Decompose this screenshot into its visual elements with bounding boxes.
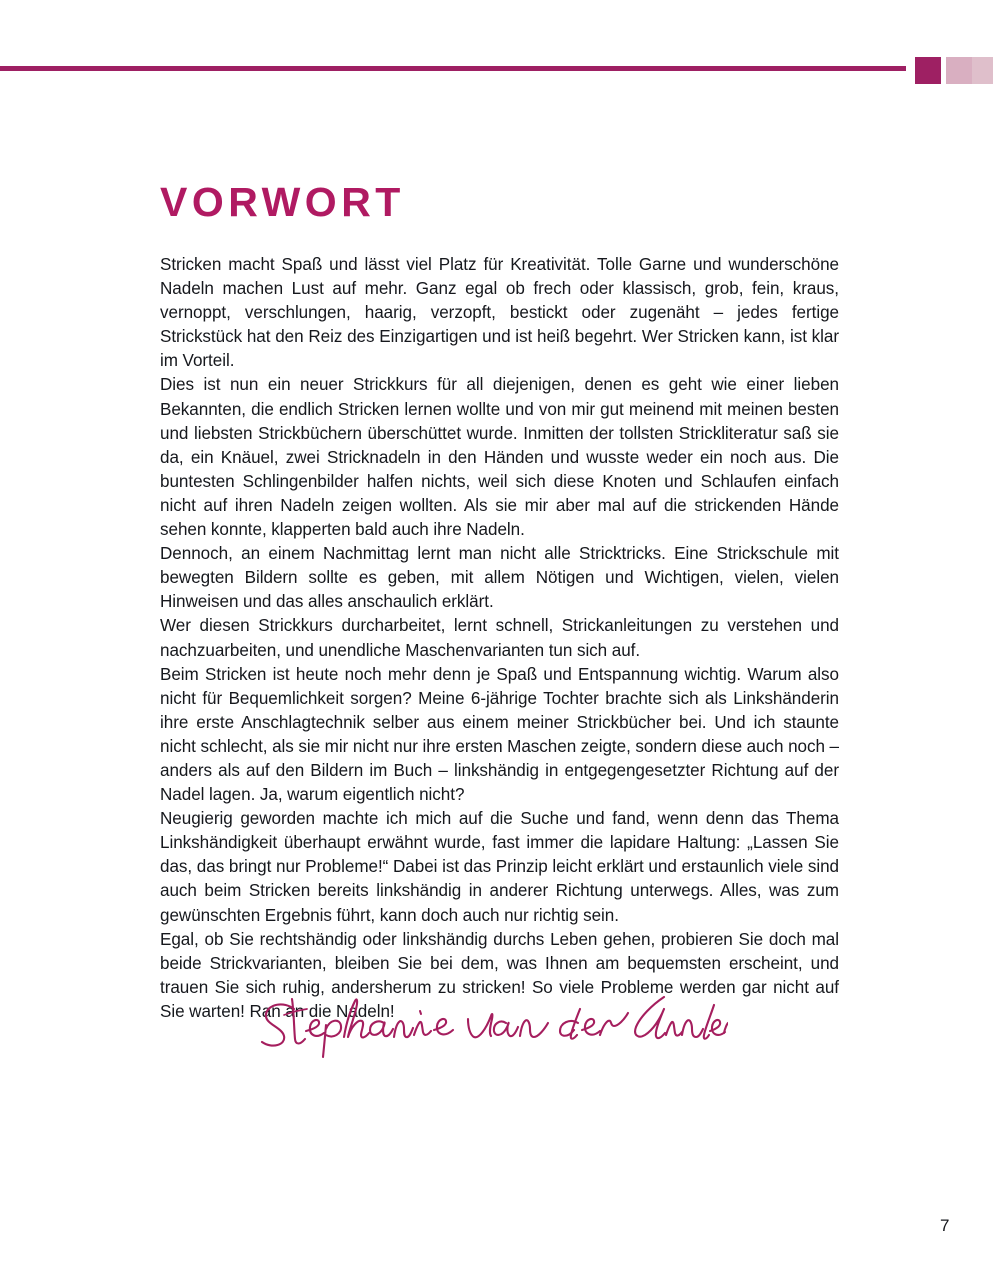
paragraph: Stricken macht Spaß und lässt viel Platz für Kreativität. Tolle Garne und wunderschöne Nadeln machen Lust auf mehr. Ganz egal ob frech oder klassisch, grob, fein, kraus, vernoppt, verschlungen, haarig, verzopft, bestickt oder zugenäht – jedes fertige Strickstück hat den Reiz des Einzigartigen und ist heiß begehrt. Wer Stricken kann, ist klar im Vorteil. [160, 255, 839, 371]
paragraph: Egal, ob Sie rechtshändig oder linkshändig durchs Leben gehen, probieren Sie doch mal beide Strickvarianten, bleiben Sie bei dem, was Ihnen am bequemsten erscheint, und trauen Sie sich ruhig, andersherum zu stricken! So viele Probleme werden gar nicht auf Sie warten! Ran an die Nadeln! [160, 929, 839, 1021]
header-swatch-mid [946, 57, 972, 84]
signature-strokes [248, 985, 728, 1065]
paragraph: Dies ist nun ein neuer Strickkurs für all diejenigen, denen es geht wie einer lieben Bekannten, die endlich Stricken lernen wollte und von mir gut meinend mit meinen besten und liebsten Strickbüchern überschüttet wurde. Inmitten der tollsten Strickliteratur saß sie da, ein Knäuel, zwei Stricknadeln in den Händen und wusste weder ein noch aus. Die buntesten Schlingenbilder halfen nichts, weil sich diese Knoten und Schlaufen einfach nicht auf ihren Nadeln zeigen wollten. Als sie mir aber mal auf die strickenden Hände sehen konnte, klapperten bald auch ihre Nadeln. [160, 375, 839, 540]
paragraph: Beim Stricken ist heute noch mehr denn je Spaß und Entspannung wichtig. Warum also nicht für Bequemlichkeit sorgen? Meine 6-jährige Tochter brachte sich als Linkshänderin ihre erste Anschlagtechnik selber aus einem meiner Strickbücher bei. Und ich staunte nicht schlecht, als sie mir nicht nur ihre ersten Maschen zeigte, sondern diese auch noch – anders als auf den Bildern im Buch – linkshändig in entgegengesetzter Richtung auf der Nadel lagen. Ja, warum eigentlich nicht? [160, 664, 840, 805]
page-number: 7 [940, 1216, 950, 1235]
foreword-body [160, 253, 839, 1024]
paragraph: Neugierig geworden machte ich mich auf die Suche und fand, wenn denn das Thema Linkshändigkeit überhaupt erwähnt wurde, fast immer die lapidare Haltung: „Lassen Sie das, das bringt nur Probleme!“ Dabei ist das Prinzip leicht erklärt und erstaunlich viele sind auch beim Stricken bereits linkshändig in anderer Richtung unterwegs. Alles, was zum gewünschten Ergebnis führt, kann doch auch nur richtig sein. [160, 809, 839, 925]
page-title: VORWORT [160, 179, 405, 226]
header-rule [0, 66, 906, 71]
header-decoration-band [0, 0, 993, 100]
header-swatch-dark [915, 57, 941, 84]
header-swatch-light [972, 57, 993, 84]
author-signature [248, 985, 728, 1065]
paragraph: Dennoch, an einem Nachmittag lernt man nicht alle Stricktricks. Eine Strickschule mit bewegten Bildern sollte es geben, mit allem Nötigen und Wichtigen, vielen, vielen Hinweisen und das alles anschaulich erklärt. [160, 544, 839, 612]
paragraph: Wer diesen Strickkurs durcharbeitet, lernt schnell, Strickanleitungen zu verstehen und nachzuarbeiten, und unendliche Maschenvarianten tun sich auf. [160, 616, 839, 660]
